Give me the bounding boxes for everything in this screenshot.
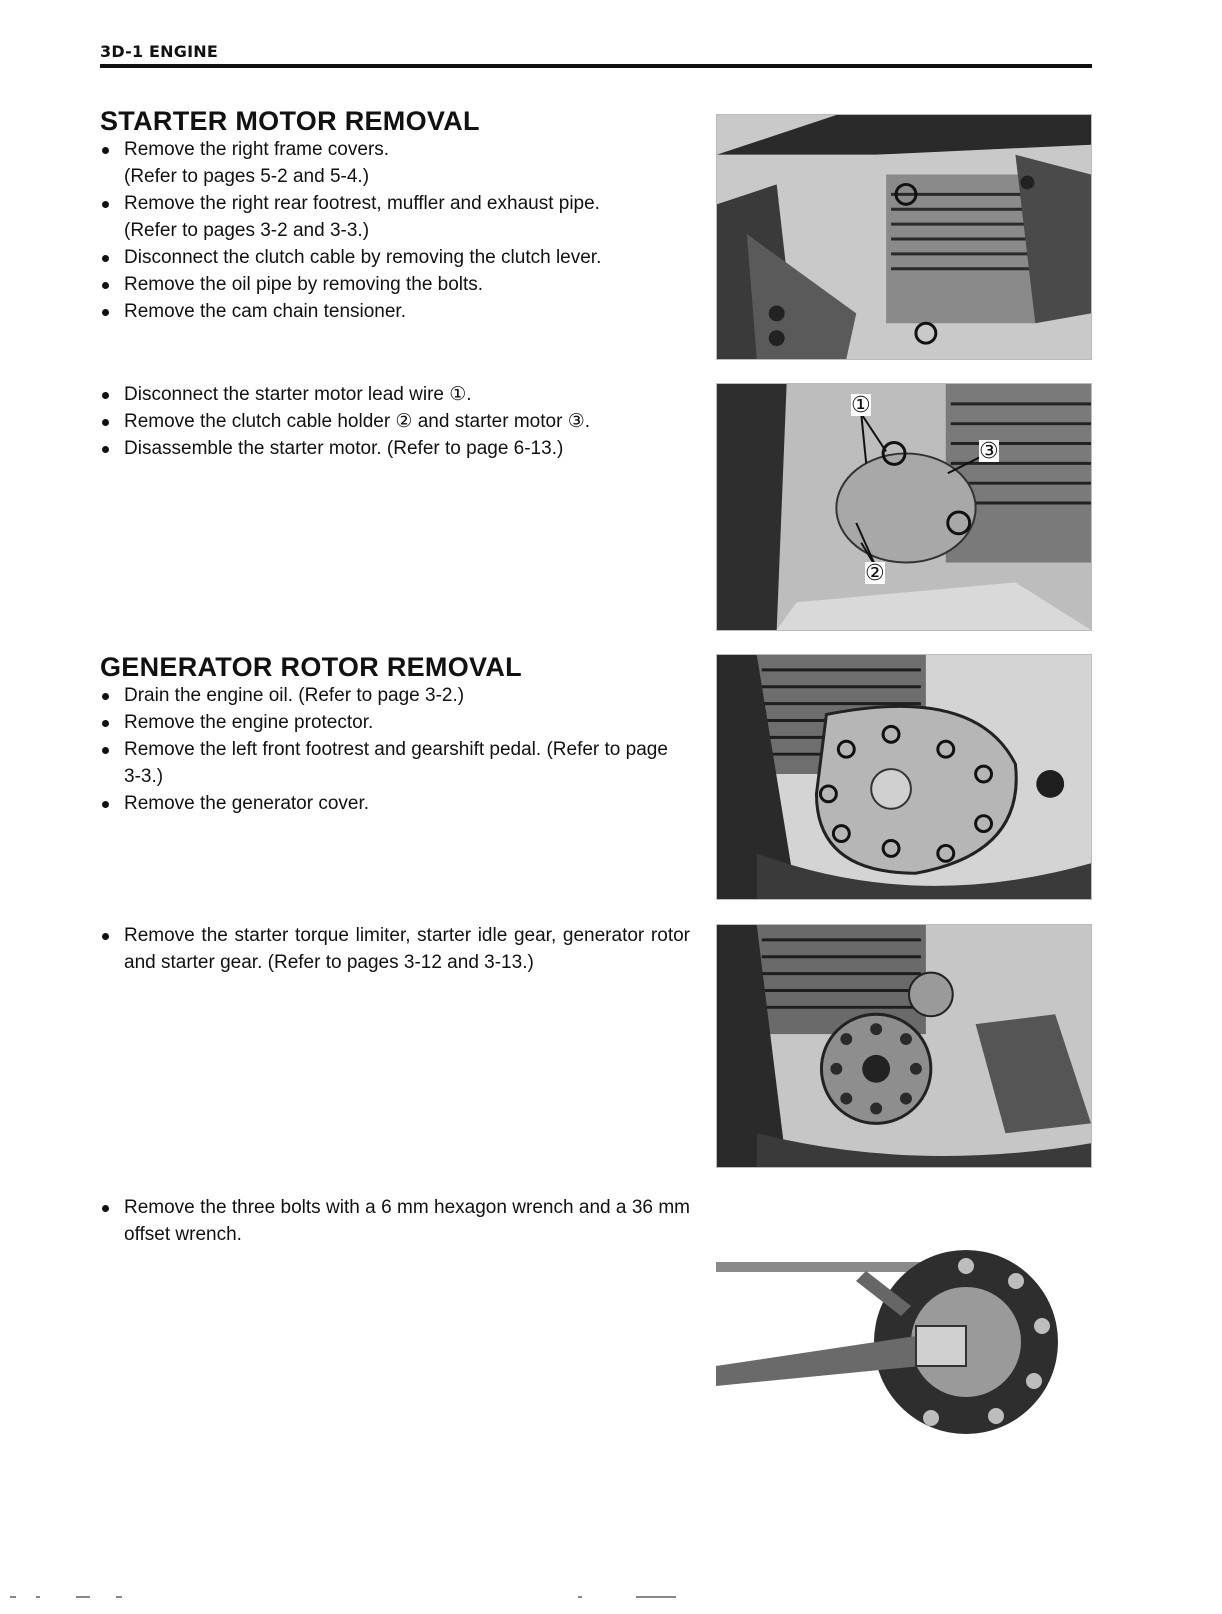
photo-starter-motor (716, 383, 1092, 631)
generator-cover-illustration (717, 655, 1091, 899)
generator-removal-title: GENERATOR ROTOR REMOVAL (100, 652, 522, 682)
list-item: Remove the starter torque limiter, starter idle gear, generator rotor and starter gear. (Refer to pages 3-12 and 3-13.) (100, 922, 690, 976)
starter-removal-title: STARTER MOTOR REMOVAL (100, 106, 480, 136)
list-item: Drain the engine oil. (Refer to page 3-2.) (100, 682, 690, 709)
list-item: Remove the three bolts with a 6 mm hexagon wrench and a 36 mm offset wrench. (100, 1194, 690, 1248)
list-item: Disconnect the clutch cable by removing the clutch lever. (100, 244, 690, 271)
photo-offset-wrench (716, 1236, 1092, 1444)
list-item: Remove the cam chain tensioner. (100, 298, 690, 325)
page-section-code: 3D-1 ENGINE (100, 42, 218, 61)
list-item: Remove the engine protector. (100, 709, 690, 736)
callout-label-1: ① (851, 392, 871, 417)
photo-generator-cover (716, 654, 1092, 900)
photo-engine-right-side (716, 114, 1092, 360)
generator-steps-a (100, 682, 690, 817)
callout-label-2: ② (865, 560, 885, 585)
offset-wrench-illustration (716, 1236, 1092, 1444)
starter-motor-illustration (717, 384, 1091, 630)
list-item: Remove the oil pipe by removing the bolts. (100, 271, 690, 298)
list-item: Disconnect the starter motor lead wire ①. (100, 381, 690, 408)
list-item: Remove the generator cover. (100, 790, 690, 817)
starter-steps-b (100, 381, 690, 462)
generator-steps-b (100, 922, 690, 976)
list-item: Remove the right frame covers. (Refer to pages 5-2 and 5-4.) (100, 136, 690, 190)
scan-artifacts (0, 1594, 1222, 1600)
list-item: Disassemble the starter motor. (Refer to page 6-13.) (100, 435, 690, 462)
generator-steps-c (100, 1194, 690, 1248)
callout-label-3: ③ (979, 438, 999, 463)
header-rule (100, 64, 1092, 68)
photo-generator-rotor (716, 924, 1092, 1168)
generator-rotor-illustration (717, 925, 1091, 1167)
engine-right-side-illustration (717, 115, 1091, 359)
starter-steps-a (100, 136, 690, 325)
list-item: Remove the left front footrest and gearshift pedal. (Refer to page 3-3.) (100, 736, 690, 790)
list-item: Remove the right rear footrest, muffler and exhaust pipe. (Refer to pages 3-2 and 3-3.) (100, 190, 690, 244)
list-item: Remove the clutch cable holder ② and starter motor ③. (100, 408, 690, 435)
